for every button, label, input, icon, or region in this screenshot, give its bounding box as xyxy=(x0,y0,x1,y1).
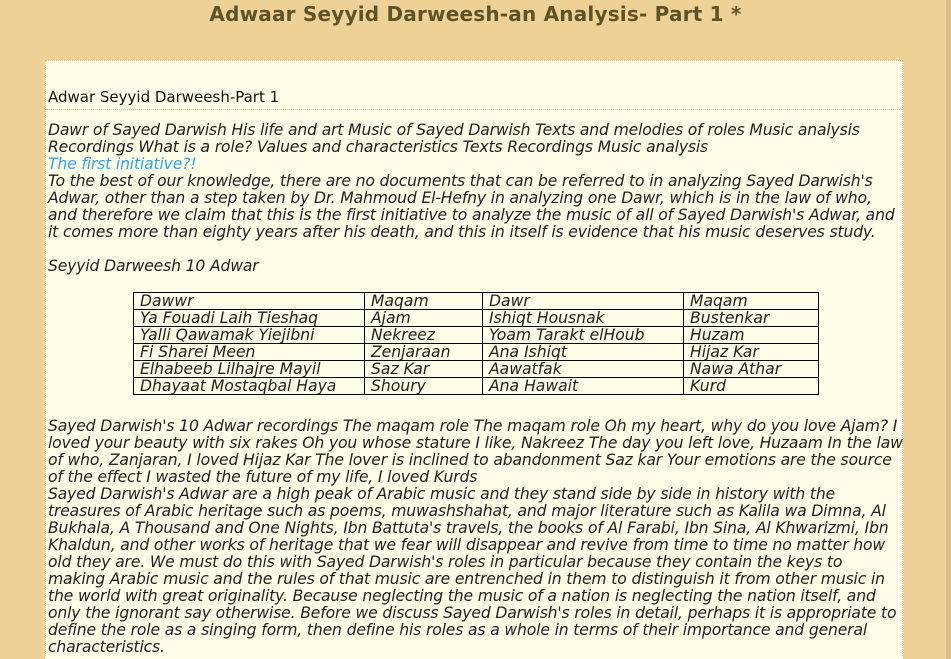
table-cell: Bustenkar xyxy=(684,310,819,327)
table-header-cell: Maqam xyxy=(365,293,483,310)
table-cell: Huzam xyxy=(684,327,819,344)
table-row xyxy=(134,361,819,378)
table-cell: Ishiqt Housnak xyxy=(483,310,684,327)
adwar-table-wrap xyxy=(133,292,819,395)
section-title: Adwar Seyyid Darweesh-Part 1 xyxy=(48,88,280,106)
intro-text: Dawr of Sayed Darwish His life and art Music of Sayed Darwish Texts and melodies of roles Music analysis Recordings What is a role? Values and characteristics Texts Recordings Music analysis xyxy=(48,121,860,156)
article-body-bottom xyxy=(48,418,904,656)
table-cell: Ana Hawait xyxy=(483,378,684,395)
table-header-cell: Dawwr xyxy=(134,293,365,310)
table-cell: Yoam Tarakt elHoub xyxy=(483,327,684,344)
table-cell: Dhayaat Mostaqbal Haya xyxy=(134,378,365,395)
paragraph-2: Sayed Darwish's 10 Adwar recordings The maqam role The maqam role Oh my heart, why do you love Ajam? I loved your beauty with six rakes Oh you whose stature I like, Nakreez The day you left love, Huzaam In the law of who, Zanjaran, I loved Hijaz Kar The lover is inclined to abandonment Saz kar Your emotions are the source of the effect I wasted the future of my life, I loved Kurds xyxy=(48,417,903,486)
table-row xyxy=(134,327,819,344)
table-cell: Ana Ishiqt xyxy=(483,344,684,361)
table-cell: Yalli Qawamak Yiejibni xyxy=(134,327,365,344)
table-cell: Saz Kar xyxy=(365,361,483,378)
table-cell: Shoury xyxy=(365,378,483,395)
table-cell: Hijaz Kar xyxy=(684,344,819,361)
table-cell: Ajam xyxy=(365,310,483,327)
table-cell: Fi Sharei Meen xyxy=(134,344,365,361)
paragraph-3: Sayed Darwish's Adwar are a high peak of Arabic music and they stand side by side in history with the treasures of Arabic heritage such as poems, muwashshahat, and major literature such as Kalila wa Dimna, Al Bukhala, A Thousand and One Nights, Ibn Battuta's travels, the books of Al Farabi, Ibn Sina, Al Khwarizmi, Ibn Khaldun, and other works of heritage that we fear will disappear and revive from time to time no matter how old they are. We must do this with Sayed Darwish's roles in particular because they contain the keys to making Arabic music and the rules of that music are entrenched in them to distinguish it from other music in the world with great originality. Because neglecting the music of a nation is neglecting the nation itself, and only the ignorant say otherwise. Before we discuss Sayed Darwish's roles in detail, perhaps it is appropriate to define the role as a singing form, then define his roles as a whole in terms of their importance and general characteristics. xyxy=(48,485,897,656)
article-body-top xyxy=(48,122,904,275)
table-row xyxy=(134,378,819,395)
table-header-cell: Dawr xyxy=(483,293,684,310)
table-cell: Ya Fouadi Laih Tieshaq xyxy=(134,310,365,327)
article-panel xyxy=(45,60,903,659)
table-row xyxy=(134,344,819,361)
page-title: Adwaar Seyyid Darweesh-an Analysis- Part 1 * xyxy=(209,2,742,26)
table-cell: Aawatfak xyxy=(483,361,684,378)
window-right-edge xyxy=(946,0,951,659)
table-header-cell: Maqam xyxy=(684,293,819,310)
table-cell: Kurd xyxy=(684,378,819,395)
table-cell: Nekreez xyxy=(365,327,483,344)
table-caption: Seyyid Darweesh 10 Adwar xyxy=(48,257,259,275)
table-header-row xyxy=(134,293,819,310)
adwar-table xyxy=(133,292,819,395)
table-cell: Nawa Athar xyxy=(684,361,819,378)
first-initiative-link[interactable]: The first initiative?! xyxy=(48,155,197,173)
table-cell: Elhabeeb Lilhajre Mayil xyxy=(134,361,365,378)
table-row xyxy=(134,310,819,327)
table-cell: Zenjaraan xyxy=(365,344,483,361)
paragraph-1: To the best of our knowledge, there are no documents that can be referred to in analyzing Sayed Darwish's Adwar, other than a step taken by Dr. Mahmoud El-Hefny in analyzing one Dawr, which is in the law of who, and therefore we claim that this is the first initiative to analyze the music of all of Sayed Darwish's Adwar, and it comes more than eighty years after his death, and this in itself is evidence that his music deserves study. xyxy=(48,172,895,241)
title-divider xyxy=(46,109,902,110)
